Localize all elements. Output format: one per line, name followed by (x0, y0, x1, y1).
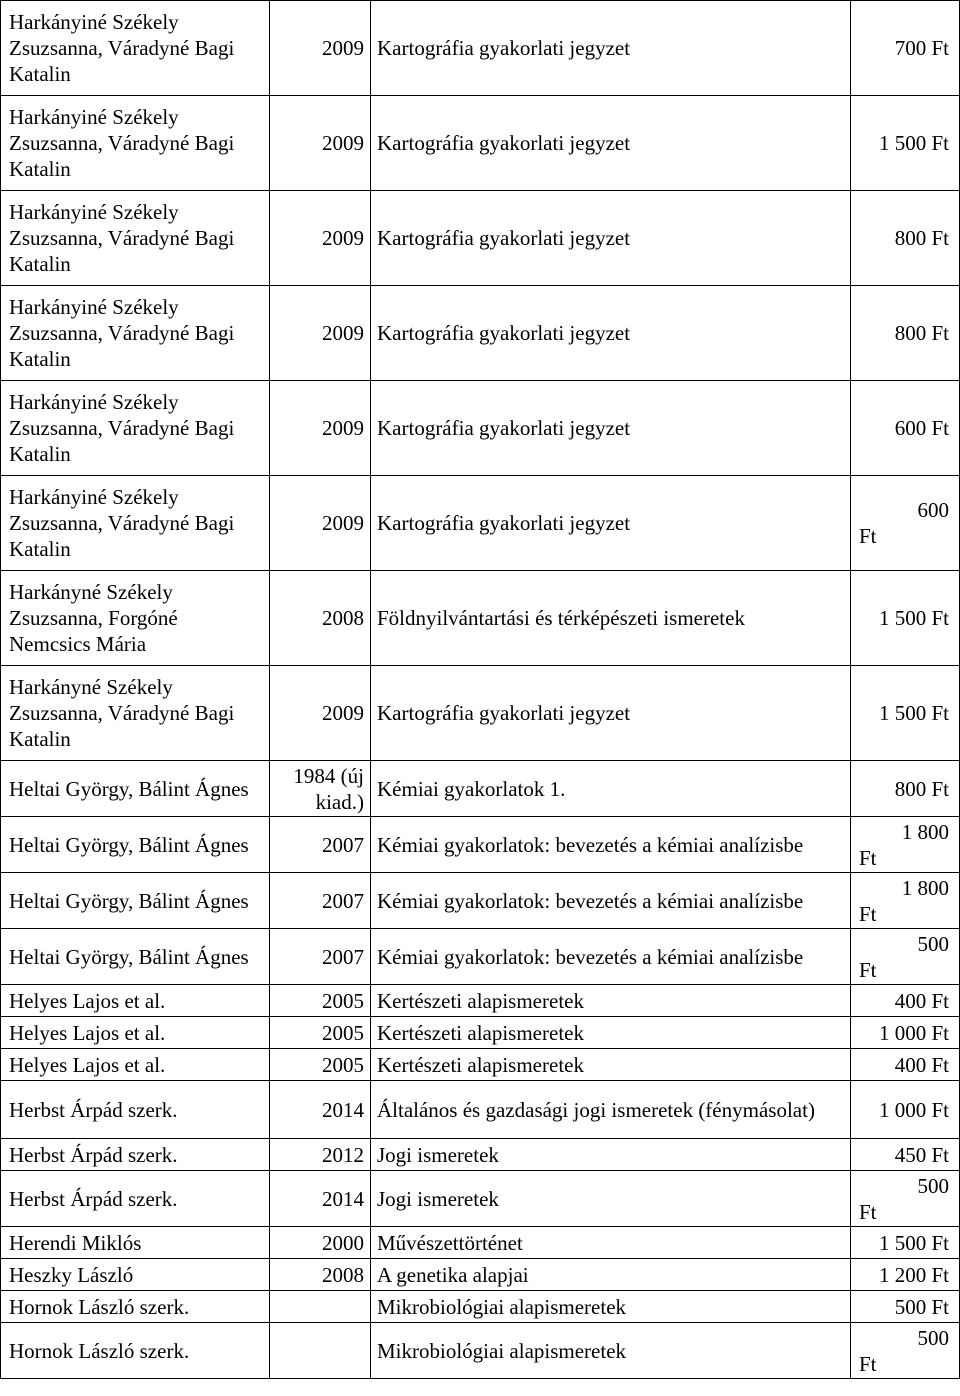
table-row (1, 1291, 960, 1323)
price-cell: 1 000 Ft (851, 1081, 960, 1139)
price-amount: 1 800 (901, 875, 949, 900)
author-cell: Harkányiné Székely Zsuzsanna, Váradyné Bagi Katalin (1, 191, 270, 286)
year-cell: 2007 (270, 873, 371, 929)
author-cell: Harkányiné Székely Zsuzsanna, Váradyné Bagi Katalin (1, 286, 270, 381)
book-table-body (1, 1, 960, 1379)
table-row (1, 286, 960, 381)
year-cell: 2007 (270, 929, 371, 985)
title-cell: Kartográfia gyakorlati jegyzet (371, 286, 851, 381)
table-row (1, 929, 960, 985)
table-row (1, 571, 960, 666)
price-cell: 1 500 Ft (851, 1227, 960, 1259)
table-row (1, 476, 960, 571)
table-row (1, 873, 960, 929)
year-cell: 2005 (270, 1017, 371, 1049)
price-cell: 800 Ft (851, 286, 960, 381)
year-cell (270, 1323, 371, 1379)
table-row (1, 1, 960, 96)
year-cell: 2008 (270, 571, 371, 666)
table-row (1, 1259, 960, 1291)
price-currency: Ft (859, 957, 877, 982)
price-cell (851, 873, 960, 929)
author-cell: Helyes Lajos et al. (1, 1017, 270, 1049)
year-cell: 2009 (270, 96, 371, 191)
price-cell (851, 929, 960, 985)
year-cell (270, 1291, 371, 1323)
author-cell: Herendi Miklós (1, 1227, 270, 1259)
year-cell: 2009 (270, 666, 371, 761)
title-cell: Általános és gazdasági jogi ismeretek (fénymásolat) (371, 1081, 851, 1139)
price-cell: 1 500 Ft (851, 571, 960, 666)
title-cell: Kémiai gyakorlatok 1. (371, 761, 851, 817)
price-amount: 500 (917, 1173, 949, 1198)
price-cell (851, 476, 960, 571)
title-cell: Kertészeti alapismeretek (371, 1017, 851, 1049)
year-cell: 2005 (270, 985, 371, 1017)
price-currency: Ft (859, 901, 877, 926)
author-cell: Hornok László szerk. (1, 1323, 270, 1379)
title-cell: Kartográfia gyakorlati jegyzet (371, 476, 851, 571)
title-cell: Kartográfia gyakorlati jegyzet (371, 191, 851, 286)
author-cell: Heltai György, Bálint Ágnes (1, 761, 270, 817)
price-cell: 450 Ft (851, 1139, 960, 1171)
author-cell: Heszky László (1, 1259, 270, 1291)
table-row (1, 985, 960, 1017)
price-cell: 1 200 Ft (851, 1259, 960, 1291)
table-row (1, 761, 960, 817)
year-cell: 2009 (270, 286, 371, 381)
author-cell: Herbst Árpád szerk. (1, 1139, 270, 1171)
year-cell: 2000 (270, 1227, 371, 1259)
price-cell: 1 000 Ft (851, 1017, 960, 1049)
price-cell (851, 817, 960, 873)
title-cell: Kémiai gyakorlatok: bevezetés a kémiai analízisbe (371, 929, 851, 985)
price-currency: Ft (859, 524, 877, 548)
author-cell: Heltai György, Bálint Ágnes (1, 929, 270, 985)
price-cell (851, 1323, 960, 1379)
author-cell: Harkányiné Székely Zsuzsanna, Váradyné Bagi Katalin (1, 1, 270, 96)
title-cell: Kartográfia gyakorlati jegyzet (371, 666, 851, 761)
table-row (1, 666, 960, 761)
price-currency: Ft (859, 845, 877, 870)
author-cell: Harkányiné Székely Zsuzsanna, Váradyné Bagi Katalin (1, 381, 270, 476)
price-cell: 1 500 Ft (851, 96, 960, 191)
price-cell: 700 Ft (851, 1, 960, 96)
title-cell: Mikrobiológiai alapismeretek (371, 1291, 851, 1323)
year-cell: 2009 (270, 381, 371, 476)
price-amount: 1 800 (901, 819, 949, 844)
author-cell: Helyes Lajos et al. (1, 1049, 270, 1081)
price-amount: 600 (917, 498, 949, 522)
title-cell: Kémiai gyakorlatok: bevezetés a kémiai analízisbe (371, 817, 851, 873)
table-row (1, 1227, 960, 1259)
table-row (1, 1017, 960, 1049)
year-cell: 2009 (270, 476, 371, 571)
price-cell: 600 Ft (851, 381, 960, 476)
author-cell: Harkányiné Székely Zsuzsanna, Váradyné Bagi Katalin (1, 476, 270, 571)
table-row (1, 1323, 960, 1379)
year-cell: 2009 (270, 1, 371, 96)
author-cell: Harkányiné Székely Zsuzsanna, Váradyné Bagi Katalin (1, 96, 270, 191)
year-cell: 1984 (új kiad.) (270, 761, 371, 817)
year-cell: 2007 (270, 817, 371, 873)
price-currency: Ft (859, 1199, 877, 1224)
year-cell: 2012 (270, 1139, 371, 1171)
author-cell: Heltai György, Bálint Ágnes (1, 817, 270, 873)
title-cell: Jogi ismeretek (371, 1139, 851, 1171)
table-row (1, 1139, 960, 1171)
price-cell (851, 1171, 960, 1227)
author-cell: Herbst Árpád szerk. (1, 1081, 270, 1139)
price-cell: 1 500 Ft (851, 666, 960, 761)
title-cell: Kémiai gyakorlatok: bevezetés a kémiai analízisbe (371, 873, 851, 929)
table-row (1, 191, 960, 286)
author-cell: Hornok László szerk. (1, 1291, 270, 1323)
title-cell: A genetika alapjai (371, 1259, 851, 1291)
title-cell: Mikrobiológiai alapismeretek (371, 1323, 851, 1379)
author-cell: Harkányné Székely Zsuzsanna, Forgóné Nemcsics Mária (1, 571, 270, 666)
year-cell: 2008 (270, 1259, 371, 1291)
table-row (1, 1081, 960, 1139)
author-cell: Helyes Lajos et al. (1, 985, 270, 1017)
title-cell: Kartográfia gyakorlati jegyzet (371, 381, 851, 476)
year-cell: 2005 (270, 1049, 371, 1081)
title-cell: Kertészeti alapismeretek (371, 1049, 851, 1081)
author-cell: Herbst Árpád szerk. (1, 1171, 270, 1227)
price-amount: 500 (917, 931, 949, 956)
table-row (1, 1049, 960, 1081)
title-cell: Kartográfia gyakorlati jegyzet (371, 96, 851, 191)
title-cell: Művészettörténet (371, 1227, 851, 1259)
price-cell: 400 Ft (851, 1049, 960, 1081)
title-cell: Kertészeti alapismeretek (371, 985, 851, 1017)
title-cell: Földnyilvántartási és térképészeti ismeretek (371, 571, 851, 666)
price-currency: Ft (859, 1351, 877, 1376)
price-cell: 500 Ft (851, 1291, 960, 1323)
title-cell: Jogi ismeretek (371, 1171, 851, 1227)
price-cell: 800 Ft (851, 761, 960, 817)
year-cell: 2014 (270, 1081, 371, 1139)
price-cell: 800 Ft (851, 191, 960, 286)
year-cell: 2009 (270, 191, 371, 286)
price-cell: 400 Ft (851, 985, 960, 1017)
price-amount: 500 (917, 1325, 949, 1350)
table-row (1, 1171, 960, 1227)
table-row (1, 96, 960, 191)
author-cell: Harkányné Székely Zsuzsanna, Váradyné Bagi Katalin (1, 666, 270, 761)
year-cell: 2014 (270, 1171, 371, 1227)
table-row (1, 381, 960, 476)
table-row (1, 817, 960, 873)
title-cell: Kartográfia gyakorlati jegyzet (371, 1, 851, 96)
author-cell: Heltai György, Bálint Ágnes (1, 873, 270, 929)
